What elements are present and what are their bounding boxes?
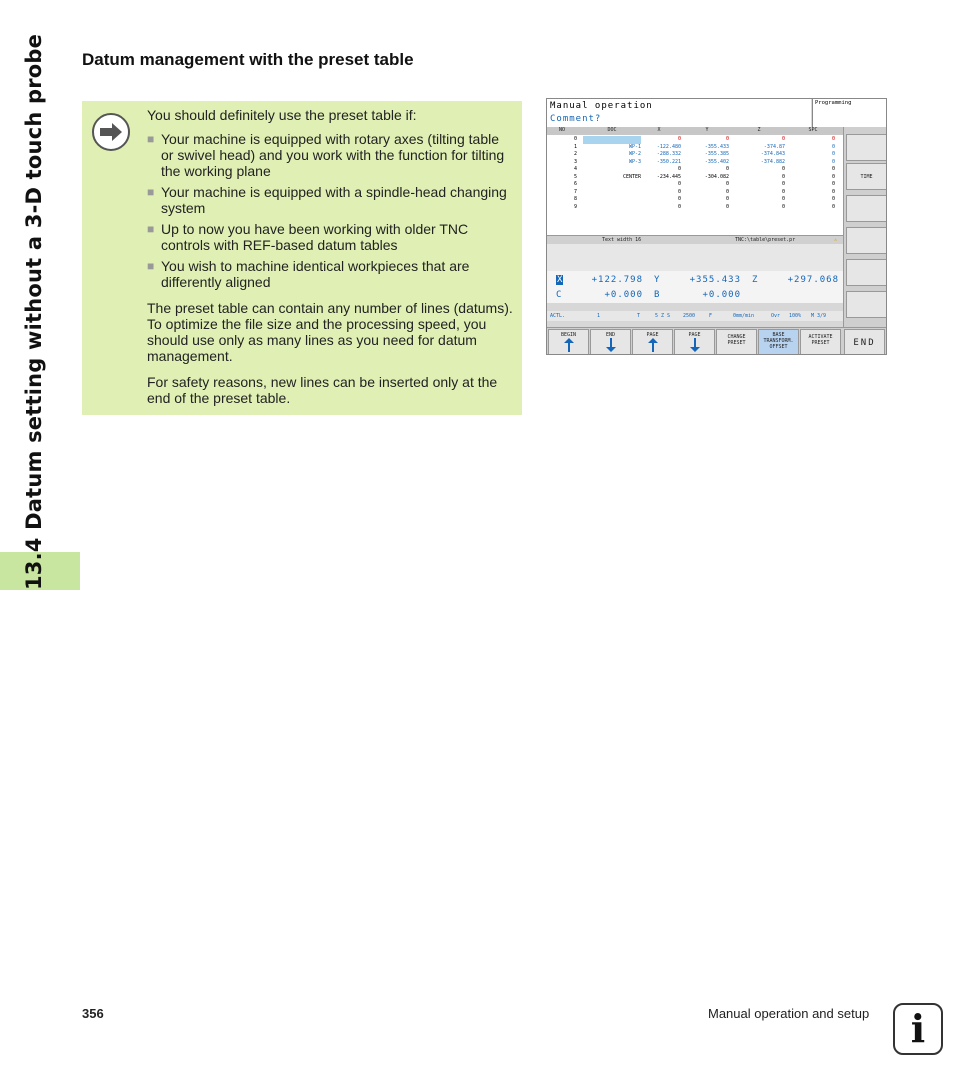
note-bullet xyxy=(147,258,513,290)
note-paragraph-2: For safety reasons, new lines can be inserted only at the end of the preset table. xyxy=(147,374,498,406)
table-cell: 0 xyxy=(831,158,835,165)
column-header: X xyxy=(657,127,661,133)
table-cell: 0 xyxy=(725,196,729,202)
table-cell: 5 xyxy=(573,173,577,180)
table-cell: -355.433 xyxy=(704,143,729,150)
table-cell: 0 xyxy=(781,181,785,187)
table-cell: 0 xyxy=(831,173,835,180)
vertical-softkey[interactable] xyxy=(846,134,887,161)
table-cell: 0 xyxy=(831,151,835,157)
position-display xyxy=(547,271,843,303)
table-cell: -374.843 xyxy=(760,151,785,157)
table-cell: 0 xyxy=(831,196,835,202)
softkey-begin[interactable] xyxy=(548,329,589,355)
bullet-square-icon: ■ xyxy=(147,132,155,146)
table-cell: 0 xyxy=(677,196,681,202)
comment-prompt: Comment? xyxy=(550,114,602,124)
programming-mode xyxy=(812,99,887,127)
column-header: Z xyxy=(757,127,761,133)
info-icon xyxy=(893,1003,943,1055)
note-bullet-text: Your machine is equipped with rotary axes (tilting table or swivel head) and you work with the function for tilting the working plane xyxy=(161,131,505,179)
softkey-activate-preset[interactable]: ACTIVATE PRESET xyxy=(800,329,841,355)
arrow-up-icon xyxy=(648,338,658,352)
arrow-up-icon xyxy=(564,338,574,352)
table-cell: -304.082 xyxy=(704,173,729,180)
table-row[interactable] xyxy=(547,204,843,212)
table-row[interactable] xyxy=(547,151,843,159)
table-row[interactable] xyxy=(547,189,843,197)
axis-label-x: X xyxy=(557,275,563,285)
axis-label-b: B xyxy=(654,290,660,300)
feed-value: 0mm/min xyxy=(733,313,755,319)
note-bullet xyxy=(147,131,513,179)
axis-value-b: +0.000 xyxy=(702,290,741,300)
vertical-softkey-bar xyxy=(843,127,887,327)
bullet-square-icon: ■ xyxy=(147,259,155,273)
table-row[interactable] xyxy=(547,181,843,189)
axis-label-c: C xyxy=(556,290,562,300)
note-bullet-text: Your machine is equipped with a spindle-head changing system xyxy=(161,184,507,216)
axis-value-z: +297.068 xyxy=(787,275,839,285)
table-cell: 0 xyxy=(677,188,681,195)
table-cell: WP-1 xyxy=(628,143,641,150)
table-row[interactable] xyxy=(547,196,843,204)
status-info-bar xyxy=(547,311,843,321)
m-function: M 3/9 xyxy=(811,313,827,319)
table-cell: -350.221 xyxy=(656,158,681,165)
vertical-softkey[interactable] xyxy=(846,291,887,318)
table-cell: 0 xyxy=(725,166,729,172)
operating-mode: Manual operation xyxy=(550,101,653,111)
table-cell xyxy=(583,136,641,144)
info-letter: i xyxy=(910,1006,926,1051)
table-cell: 0 xyxy=(725,181,729,187)
vertical-softkey-time[interactable]: TIME xyxy=(846,163,887,190)
preset-table xyxy=(547,127,843,235)
chapter-side-title: 13.4 Datum setting without a 3-D touch probe xyxy=(22,33,46,590)
table-cell: 1 xyxy=(573,143,577,150)
arrow-right-icon xyxy=(92,113,130,151)
table-path: TNC:\table\preset.pr xyxy=(735,237,796,243)
table-cell: 0 xyxy=(573,136,577,142)
softkey-end-table[interactable] xyxy=(590,329,631,355)
note-bullet-text: Up to now you have been working with older TNC controls with REF-based datum tables xyxy=(161,221,469,253)
note-paragraph-1: The preset table can contain any number of lines (datums). To optimize the file size and the processing speed, you should use only as many lines as you need for datum management. xyxy=(147,300,513,364)
horizontal-softkey-bar xyxy=(547,327,887,355)
column-header: NO xyxy=(558,127,566,133)
vertical-softkey[interactable] xyxy=(846,227,887,254)
override-label: Ovr xyxy=(771,313,781,319)
table-row[interactable] xyxy=(547,136,843,144)
actl-label: ACTL. xyxy=(550,313,566,319)
footer-chapter: Manual operation and setup xyxy=(708,1006,870,1021)
table-cell: 8 xyxy=(573,196,577,202)
feed-label: F xyxy=(709,313,713,319)
softkey-label: BEGIN xyxy=(560,332,577,338)
bullet-square-icon: ■ xyxy=(147,222,155,236)
table-cell: 0 xyxy=(831,143,835,150)
axis-value-c: +0.000 xyxy=(604,290,643,300)
table-cell: 0 xyxy=(831,203,835,210)
table-cell: 0 xyxy=(781,166,785,172)
vertical-softkey[interactable] xyxy=(846,259,887,286)
table-row[interactable] xyxy=(547,166,843,174)
table-cell: CENTER xyxy=(622,173,641,180)
table-cell: 0 xyxy=(831,188,835,195)
table-cell: 2 xyxy=(573,151,577,157)
table-row[interactable] xyxy=(547,174,843,182)
section-title: Datum management with the preset table xyxy=(82,50,414,69)
softkey-label: END xyxy=(605,332,616,338)
table-cell: 0 xyxy=(677,181,681,187)
table-cell: 0 xyxy=(781,173,785,180)
tnc-screenshot xyxy=(546,98,887,355)
softkey-base-transform[interactable]: BASE TRANSFORM. OFFSET xyxy=(758,329,799,355)
softkey-label: PAGE xyxy=(688,332,701,338)
softkey-page-up[interactable] xyxy=(632,329,673,355)
table-cell: 0 xyxy=(725,203,729,210)
note-bullet xyxy=(147,184,513,216)
table-cell: 6 xyxy=(573,181,577,187)
axis-value-y: +355.433 xyxy=(689,275,741,285)
preset-number: 1 xyxy=(597,313,601,319)
column-header: DOC xyxy=(607,127,617,133)
table-cell: -374.882 xyxy=(760,158,785,165)
table-cell: 7 xyxy=(573,188,577,195)
table-cell: -374.87 xyxy=(763,143,785,150)
table-cell: WP-2 xyxy=(628,151,641,157)
page-number: 356 xyxy=(82,1006,104,1021)
table-cell: 0 xyxy=(781,188,785,195)
table-cell: 0 xyxy=(831,181,835,187)
table-cell: 0 xyxy=(831,166,835,172)
table-cell: 4 xyxy=(573,166,577,172)
table-cell: 0 xyxy=(781,203,785,210)
note-intro: You should definitely use the preset table if: xyxy=(147,107,417,123)
text-width: Text width 16 xyxy=(602,237,642,243)
table-cell: 0 xyxy=(677,166,681,172)
column-header: Y xyxy=(705,127,709,133)
tool-label: T xyxy=(637,313,641,319)
override-value: 100% xyxy=(789,313,802,319)
bullet-square-icon: ■ xyxy=(147,185,155,199)
table-cell: -355.402 xyxy=(704,158,729,165)
table-row[interactable] xyxy=(547,144,843,152)
table-cell: 0 xyxy=(781,136,785,142)
table-cell: 0 xyxy=(781,196,785,202)
note-content xyxy=(147,107,513,416)
note-bullet-list xyxy=(147,131,513,290)
axis-value-x: +122.798 xyxy=(591,275,643,285)
vertical-softkey[interactable] xyxy=(846,195,887,222)
arrow-down-icon xyxy=(606,338,616,352)
table-cell: 0 xyxy=(725,188,729,195)
softkey-page-down[interactable] xyxy=(674,329,715,355)
softkey-end[interactable]: END xyxy=(844,329,885,355)
preset-table-header xyxy=(547,127,843,135)
screen-header xyxy=(547,99,811,127)
softkey-change-preset[interactable]: CHANGE PRESET xyxy=(716,329,757,355)
programming-label: Programming xyxy=(815,100,852,106)
table-cell: -234.445 xyxy=(656,173,681,180)
tool-axis: 5 Z S xyxy=(655,313,671,319)
warning-icon: ⚠ xyxy=(834,237,838,243)
table-cell: 0 xyxy=(725,136,729,142)
table-cell: 0 xyxy=(677,136,681,142)
table-cell: 9 xyxy=(573,203,577,210)
softkey-label: PAGE xyxy=(646,332,659,338)
screen-blank-area xyxy=(547,244,843,271)
table-cell: 0 xyxy=(677,203,681,210)
arrow-down-icon xyxy=(690,338,700,352)
table-cell: -288.332 xyxy=(656,151,681,157)
table-cell: WP-3 xyxy=(628,158,641,165)
table-row[interactable] xyxy=(547,159,843,167)
table-cell: -355.385 xyxy=(704,151,729,157)
column-header: SPC xyxy=(808,127,818,133)
note-bullet-text: You wish to machine identical workpieces that are differently aligned xyxy=(161,258,470,290)
table-cell: 3 xyxy=(573,158,577,165)
spindle-speed: 2500 xyxy=(683,313,696,319)
table-cell: 0 xyxy=(831,136,835,142)
axis-label-z: Z xyxy=(752,275,758,285)
axis-label-y: Y xyxy=(654,275,660,285)
note-bullet xyxy=(147,221,513,253)
table-cell: -122.480 xyxy=(656,143,681,150)
